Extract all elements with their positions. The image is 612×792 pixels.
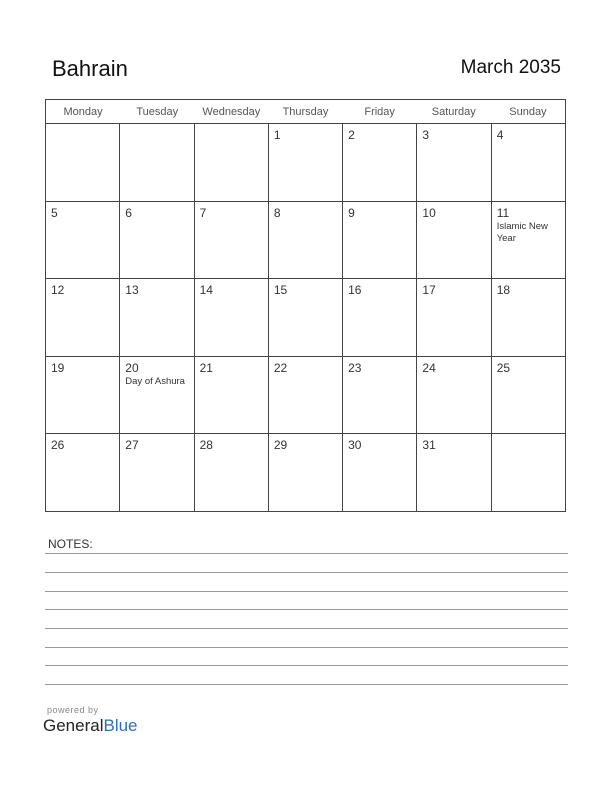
day-cell bbox=[46, 202, 120, 279]
weekday-header-row bbox=[46, 100, 565, 124]
day-number: 26 bbox=[51, 438, 65, 453]
day-cell bbox=[46, 357, 120, 434]
day-cell bbox=[417, 202, 491, 279]
day-cell bbox=[269, 357, 343, 434]
holiday-label: Day of Ashura bbox=[125, 375, 185, 387]
day-number: 12 bbox=[51, 283, 65, 298]
day-cell bbox=[492, 124, 565, 201]
day-cell bbox=[417, 357, 491, 434]
day-cell bbox=[492, 434, 565, 512]
day-number: 5 bbox=[51, 205, 58, 220]
day-cell bbox=[195, 434, 269, 512]
note-line[interactable] bbox=[45, 591, 568, 592]
day-cell bbox=[417, 434, 491, 512]
weekday-header: Friday bbox=[364, 106, 395, 118]
day-number: 30 bbox=[348, 438, 362, 453]
day-cell bbox=[195, 202, 269, 279]
day-number: 29 bbox=[273, 438, 288, 453]
day-cell bbox=[120, 357, 194, 434]
day-number: 15 bbox=[273, 283, 288, 298]
day-cell bbox=[269, 279, 343, 356]
day-cell bbox=[492, 357, 565, 434]
note-line[interactable] bbox=[45, 628, 568, 629]
week-row bbox=[46, 434, 565, 512]
day-number: 1 bbox=[273, 128, 281, 142]
day-number: 22 bbox=[273, 360, 288, 375]
day-cell bbox=[492, 279, 565, 356]
day-number: 23 bbox=[348, 360, 362, 375]
day-cell bbox=[343, 124, 417, 201]
day-number: 24 bbox=[422, 360, 436, 375]
day-number: 17 bbox=[422, 283, 436, 298]
weekday-header: Wednesday bbox=[202, 106, 261, 118]
holiday-label: Islamic New Year bbox=[496, 220, 548, 244]
brand-name-general: General bbox=[43, 716, 104, 735]
note-line[interactable] bbox=[45, 647, 568, 648]
day-cell bbox=[343, 357, 417, 434]
day-number: 20 bbox=[125, 360, 139, 375]
day-cell bbox=[417, 279, 491, 356]
calendar-grid bbox=[45, 99, 566, 512]
weekday-header: Monday bbox=[63, 106, 103, 118]
day-cell bbox=[120, 279, 194, 356]
note-line[interactable] bbox=[45, 684, 568, 685]
weekday-header: Sunday bbox=[509, 106, 547, 118]
day-cell bbox=[343, 202, 417, 279]
week-row bbox=[46, 202, 565, 280]
week-row bbox=[46, 124, 565, 202]
day-cell bbox=[46, 434, 120, 512]
day-number: 8 bbox=[273, 205, 281, 220]
weekday-header: Thursday bbox=[282, 106, 329, 118]
day-number: 13 bbox=[125, 283, 139, 298]
day-cell bbox=[269, 124, 343, 201]
day-number: 18 bbox=[496, 283, 511, 298]
day-number: 11 bbox=[496, 205, 510, 220]
day-number: 14 bbox=[199, 283, 213, 298]
day-cell bbox=[269, 202, 343, 279]
day-cell bbox=[343, 434, 417, 512]
powered-by-text: powered by bbox=[47, 705, 99, 715]
day-number: 19 bbox=[51, 360, 65, 375]
day-cell bbox=[195, 357, 269, 434]
day-number: 27 bbox=[125, 438, 139, 453]
day-cell bbox=[195, 279, 269, 356]
day-number: 31 bbox=[422, 438, 436, 453]
day-number: 21 bbox=[199, 360, 213, 375]
note-line[interactable] bbox=[45, 609, 568, 610]
day-number: 25 bbox=[496, 360, 511, 375]
country-title: Bahrain bbox=[52, 56, 128, 81]
day-cell bbox=[120, 434, 194, 512]
week-row bbox=[46, 279, 565, 357]
day-number: 6 bbox=[125, 205, 132, 220]
day-cell bbox=[195, 124, 269, 201]
weekday-header: Saturday bbox=[431, 106, 476, 118]
month-title: March 2035 bbox=[460, 57, 561, 78]
week-row bbox=[46, 357, 565, 435]
day-cell bbox=[120, 124, 194, 201]
weekday-header: Tuesday bbox=[136, 106, 179, 118]
day-cell bbox=[492, 202, 565, 279]
day-number: 2 bbox=[348, 128, 355, 142]
day-number: 10 bbox=[422, 205, 436, 220]
day-cell bbox=[343, 279, 417, 356]
day-number: 16 bbox=[348, 283, 362, 298]
day-number: 3 bbox=[422, 128, 430, 142]
day-cell bbox=[417, 124, 491, 201]
brand-logo[interactable] bbox=[43, 716, 138, 736]
note-line[interactable] bbox=[45, 572, 568, 573]
day-cell bbox=[120, 202, 194, 279]
note-line[interactable] bbox=[45, 553, 568, 554]
day-cell bbox=[269, 434, 343, 512]
day-number: 9 bbox=[348, 205, 355, 220]
day-number: 4 bbox=[496, 128, 504, 142]
brand-name-blue: Blue bbox=[103, 716, 138, 735]
day-cell bbox=[46, 124, 120, 201]
notes-label: NOTES: bbox=[48, 537, 93, 551]
note-line[interactable] bbox=[45, 665, 568, 666]
day-number: 7 bbox=[199, 205, 207, 220]
day-number: 28 bbox=[199, 438, 213, 453]
day-cell bbox=[46, 279, 120, 356]
